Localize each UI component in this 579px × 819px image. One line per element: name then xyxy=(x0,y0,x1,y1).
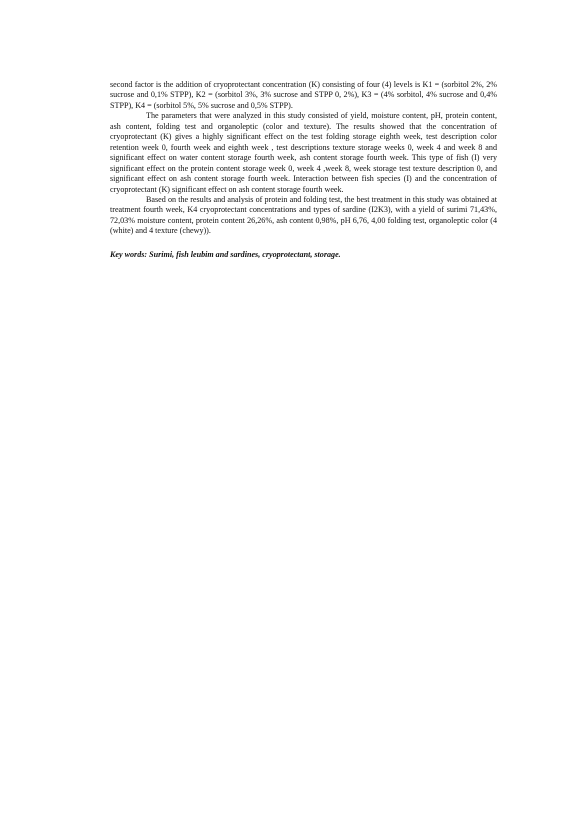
paragraph-cryoprotectant-levels: second factor is the addition of cryoprotectant concentration (K) consisting of four (4) levels is K1 = (sorbitol 2%, 2% sucrose and 0,1% STPP), K2 = (sorbitol 3%, 3% sucrose and STPP 0, 2%), K3 = (4% sorbitol, 4% sucrose and 0,4% STPP), K4 = (sorbitol 5%, 5% sucrose and 0,5% STPP). xyxy=(110,80,497,110)
paragraph-best-treatment: Based on the results and analysis of protein and folding test, the best treatment in this study was obtained at treatment fourth week, K4 cryoprotectant concentrations and types of sardine (I2K3), with a yield of surimi 71,43%, 72,03% moisture content, protein content 26,26%, ash content 0,98%, pH 6,76, 4,00 folding test, organoleptic color (4 (white) and 4 texture (chewy)). xyxy=(110,194,497,236)
abstract-body xyxy=(110,80,497,268)
keywords: Key words: Surimi, fish leubim and sardines, cryoprotectant, storage. xyxy=(110,249,341,259)
paragraph-parameters-results: The parameters that were analyzed in this study consisted of yield, moisture content, pH, protein content, ash content, folding test and organoleptic (color and texture). The results showed that the concentration of cryoprotectant (K) gives a highly significant effect on the test folding storage eighth week, test description color retention week 0, fourth week and eighth week , test descriptions texture storage weeks 0, week 4 and week 8 and significant effect on water content storage fourth week, ash content storage fourth week. This type of fish (I) very significant effect on the protein content storage week 0, week 4 ,week 8, week storage test texture description 0, and significant effect on ash content storage fourth week. Interaction between fish species (I) and the concentration of cryoprotectant (K) significant effect on ash content storage fourth week. xyxy=(110,111,497,194)
